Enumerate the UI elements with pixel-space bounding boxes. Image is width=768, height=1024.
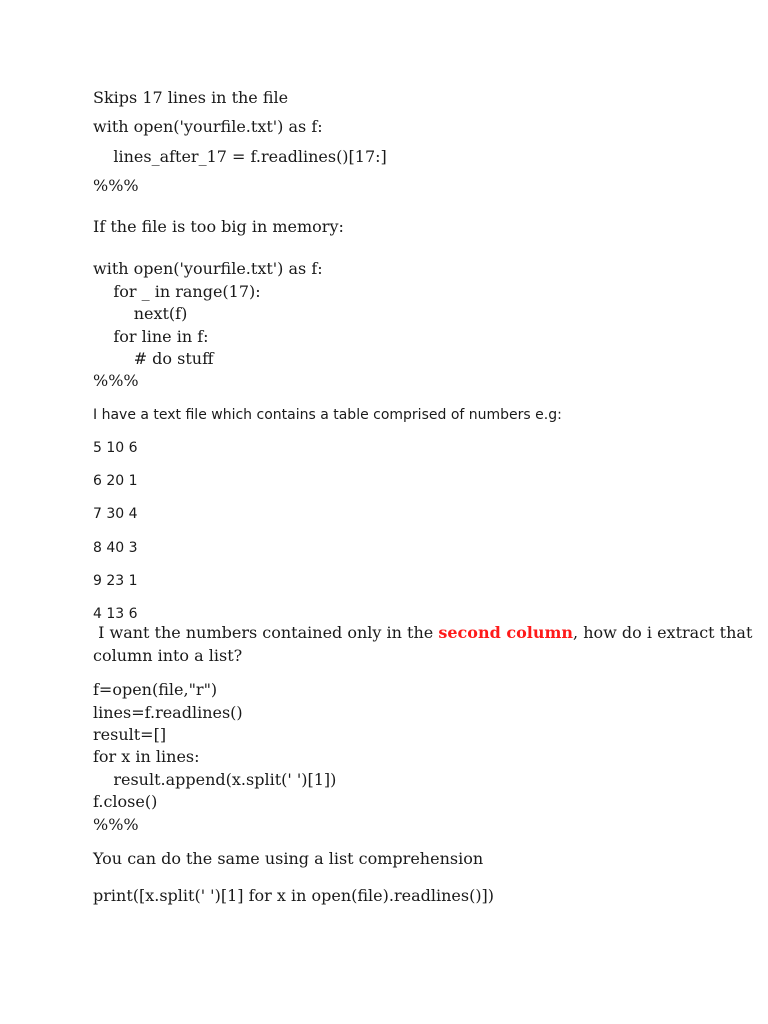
question-line-2: column into a list? [93, 646, 243, 665]
table-row: 6 20 1 [93, 473, 138, 489]
code-line: with open('yourfile.txt') as f: [93, 259, 323, 278]
table-row: 9 23 1 [93, 573, 138, 589]
code-line: for line in f: [93, 327, 209, 346]
table-row: 8 40 3 [93, 540, 138, 556]
code-line: with open('yourfile.txt') as f: [93, 117, 323, 136]
highlighted-phrase: second column [438, 623, 574, 642]
section-heading-skip-lines: Skips 17 lines in the file [93, 88, 289, 107]
table-row: 5 10 6 [93, 440, 138, 456]
code-line: f=open(file,"r") [93, 680, 218, 699]
separator: %%% [93, 176, 139, 195]
table-row: 7 30 4 [93, 506, 138, 522]
question-text-after: , how do i extract that [573, 623, 753, 642]
question-intro: I have a text file which contains a table comprised of numbers e.g: [93, 407, 562, 423]
separator: %%% [93, 371, 139, 390]
code-line: for x in lines: [93, 747, 200, 766]
code-line: for _ in range(17): [93, 282, 261, 301]
code-line: result=[] [93, 725, 167, 744]
code-line: f.close() [93, 792, 158, 811]
question-line [93, 623, 752, 643]
section-heading-list-comprehension: You can do the same using a list comprehension [93, 849, 484, 868]
table-row: 4 13 6 [93, 606, 138, 622]
question-text-before: I want the numbers contained only in the [93, 623, 439, 642]
code-line: # do stuff [93, 349, 214, 368]
code-line: print([x.split(' ')[1] for x in open(file).readlines()]) [93, 886, 495, 905]
code-line: lines_after_17 = f.readlines()[17:] [93, 147, 387, 166]
code-line: lines=f.readlines() [93, 703, 243, 722]
section-heading-big-file: If the file is too big in memory: [93, 217, 344, 236]
separator: %%% [93, 815, 139, 834]
code-line: next(f) [93, 304, 188, 323]
code-line: result.append(x.split(' ')[1]) [93, 770, 337, 789]
